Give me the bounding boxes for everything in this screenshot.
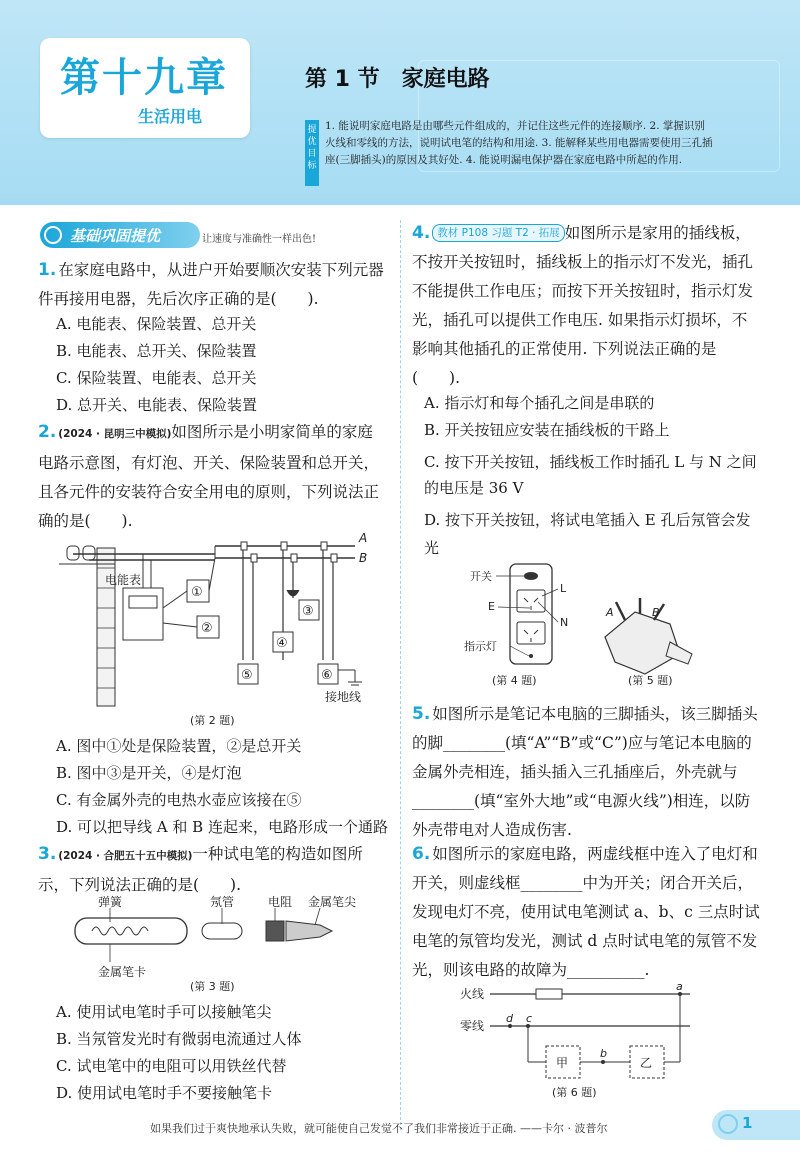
question-1 <box>38 256 388 314</box>
point-b: b <box>600 1047 607 1060</box>
q3-option-d: D. 使用试电笔时手不要接触笔卡 <box>56 1084 273 1102</box>
q2-option-c: C. 有金属外壳的电热水壶应该接在⑤ <box>56 791 302 809</box>
spring-label: 弹簧 <box>98 895 123 909</box>
learning-objectives <box>305 118 715 188</box>
q4-option-d: D. 按下开关按钮，将试电笔插入 E 孔后氖管会发光 <box>424 511 751 557</box>
q3-test-pen-diagram <box>70 892 370 982</box>
textbook-tag: 教材 P108 习题 T2 · 拓展 <box>432 224 565 242</box>
clip-label: 金属笔卡 <box>98 965 147 979</box>
banner-slogan: 让速度与准确性一样出色! <box>202 234 317 245</box>
q4-caption: (第 4 题) <box>492 674 537 687</box>
switch-label: 开关 <box>470 570 492 583</box>
ground-label: 接地线 <box>325 690 362 704</box>
page-number: 1 <box>742 1114 753 1132</box>
wall <box>97 548 115 706</box>
neutral-wire-label: 零线 <box>460 1019 485 1033</box>
label-5: ⑤ <box>241 668 253 683</box>
question-6 <box>412 840 764 985</box>
q3-caption: (第 3 题) <box>190 980 235 993</box>
neon-label: 氖管 <box>210 895 235 909</box>
fuse-icon <box>536 989 562 999</box>
q2-option-b: B. 图中③是开关，④是灯泡 <box>56 764 242 782</box>
pen-body <box>75 918 187 944</box>
section-number: 第 1 节 <box>305 67 380 92</box>
q6-caption: (第 6 题) <box>552 1086 597 1099</box>
label-3: ③ <box>302 604 314 619</box>
q1-option-c: C. 保险装置、电能表、总开关 <box>56 369 257 387</box>
neon-tube-icon <box>202 923 242 939</box>
q2-caption: (第 2 题) <box>190 714 235 727</box>
section-name: 家庭电路 <box>401 67 490 92</box>
box-yi-label: 乙 <box>640 1056 653 1070</box>
q2-option-a: A. 图中①处是保险装置，②是总开关 <box>56 737 302 755</box>
meter-label: 电能表 <box>105 573 142 587</box>
swirl-icon <box>718 1114 738 1134</box>
q3-option-c: C. 试电笔中的电阻可以用铁丝代替 <box>56 1057 287 1075</box>
question-text: 在家庭电路中，从进户开始要顺次安装下列元器件再接用电器，先后次序正确的是( ). <box>38 261 384 308</box>
question-number: 3. <box>38 844 57 864</box>
tip-label: 金属笔尖 <box>308 895 357 909</box>
question-5 <box>412 700 764 845</box>
question-3 <box>38 840 388 900</box>
q1-option-d: D. 总开关、电能表、保险装置 <box>56 396 258 414</box>
question-source: (2024 · 昆明三中模拟) <box>58 428 172 440</box>
live-wire-label: 火线 <box>460 987 485 1001</box>
lamp-icon <box>287 590 299 596</box>
question-number: 5. <box>412 704 431 724</box>
q3-option-b: B. 当氖管发光时有微弱电流通过人体 <box>56 1030 302 1048</box>
question-source: (2024 · 合肥五十五中模拟) <box>58 850 193 862</box>
n-label: N <box>560 616 569 629</box>
q3-option-a: A. 使用试电笔时手可以接触笔尖 <box>56 1003 272 1021</box>
point-d: d <box>506 1012 513 1025</box>
footer-quote: 如果我们过于爽快地承认失败，就可能使自己发觉不了我们非常接近于正确. ——卡尔 · 波普尔 <box>150 1122 608 1135</box>
chapter-subtitle: 生活用电 <box>138 107 203 126</box>
box-jia-label: 甲 <box>556 1056 569 1070</box>
objectives-tag: 提优目标 <box>305 120 319 186</box>
column-divider <box>400 220 401 1130</box>
question-2 <box>38 418 388 536</box>
resistor-icon <box>266 921 284 941</box>
label-2: ② <box>201 621 213 636</box>
question-text: 如图所示是小明家简单的家庭电路示意图，有灯泡、开关、保险装置和总开关，且各元件的安装符合安全用电的原则，下列说法正确的是( ). <box>38 423 380 530</box>
banner-title: 基础巩固提优 <box>70 227 161 245</box>
resistor-label: 电阻 <box>268 895 293 909</box>
q2-option-d: D. 可以把导线 A 和 B 连起来，电路形成一个通路 <box>56 818 388 836</box>
target-icon <box>44 226 62 244</box>
three-pin-plug <box>605 598 692 674</box>
question-text: 如图所示的家庭电路，两虚线框中连入了电灯和开关，则虚线框________中为开关；闭合开关后，发现电灯不亮，使用试电笔测试 a、b、c 三点时试电笔的氖管均发光，测试 d 点时试电笔的氖管不发光，则该电路的故障为__________. <box>412 845 760 979</box>
l-label: L <box>560 582 567 595</box>
label-4: ④ <box>276 636 288 651</box>
question-number: 1. <box>38 260 57 280</box>
plug-a-label: A <box>606 606 614 619</box>
question-number: 4. <box>412 223 431 243</box>
point-a: a <box>676 980 683 993</box>
question-4 <box>412 219 762 393</box>
label-b: B <box>359 551 368 565</box>
q1-option-a: A. 电能表、保险装置、总开关 <box>56 315 257 333</box>
objectives-text: 1. 能说明家庭电路是由哪些元件组成的，并记住这些元件的连接顺序. 2. 掌握识别火线和零线的方法，说明试电笔的结构和用途. 3. 能解释某些用电器需要使用三孔插座(三脚插头)的原因及其好处. 4. 能说明漏电保护器在家庭电路中所起的作用. <box>325 120 713 166</box>
indicator-lamp-icon <box>529 654 533 658</box>
label-a: A <box>359 531 368 545</box>
q4-q5-figures <box>430 562 770 692</box>
metal-tip-icon <box>286 921 332 941</box>
question-text: 如图所示是笔记本电脑的三脚插头，该三脚插头的脚________(填“A”“B”或“C”)应与笔记本电脑的金属外壳相连，插头插入三孔插座后，外壳就与________(填“室外大地”或“电源火线”)相连，以防外壳带电对人造成伤害. <box>412 705 758 839</box>
q4-option-c: C. 按下开关按钮，插线板工作时插孔 L 与 N 之间的电压是 36 V <box>424 453 757 497</box>
q1-option-b: B. 电能表、总开关、保险装置 <box>56 342 257 360</box>
question-number: 2. <box>38 422 57 442</box>
q2-circuit-diagram <box>55 528 385 708</box>
question-text: 如图所示是家用的插线板，不按开关按钮时，插线板上的指示灯不发光，插孔不能提供工作电压；而按下开关按钮时，指示灯发光，插孔可以提供工作电压. 如果指示灯损坏，不影响其他插孔的正常使用. 下列说法正确的是( ). <box>412 224 754 387</box>
switch-button-icon <box>524 572 538 580</box>
question-text: 一种试电笔的构造如图所示，下列说法正确的是( ). <box>38 845 363 894</box>
e-label: E <box>488 600 495 613</box>
q4-option-a: A. 指示灯和每个插孔之间是串联的 <box>424 394 655 412</box>
point-c: c <box>526 1012 533 1025</box>
label-6: ⑥ <box>321 668 333 683</box>
q5-caption: (第 5 题) <box>628 674 673 687</box>
section-title <box>305 62 512 93</box>
lamp-label: 指示灯 <box>464 640 497 653</box>
chapter-title: 第十九章 <box>60 55 228 101</box>
q6-circuit-diagram <box>450 980 740 1100</box>
label-1: ① <box>191 585 203 600</box>
plug-b-label: B <box>652 606 660 619</box>
question-number: 6. <box>412 844 431 864</box>
q4-option-b: B. 开关按钮应安装在插线板的干路上 <box>424 421 670 439</box>
